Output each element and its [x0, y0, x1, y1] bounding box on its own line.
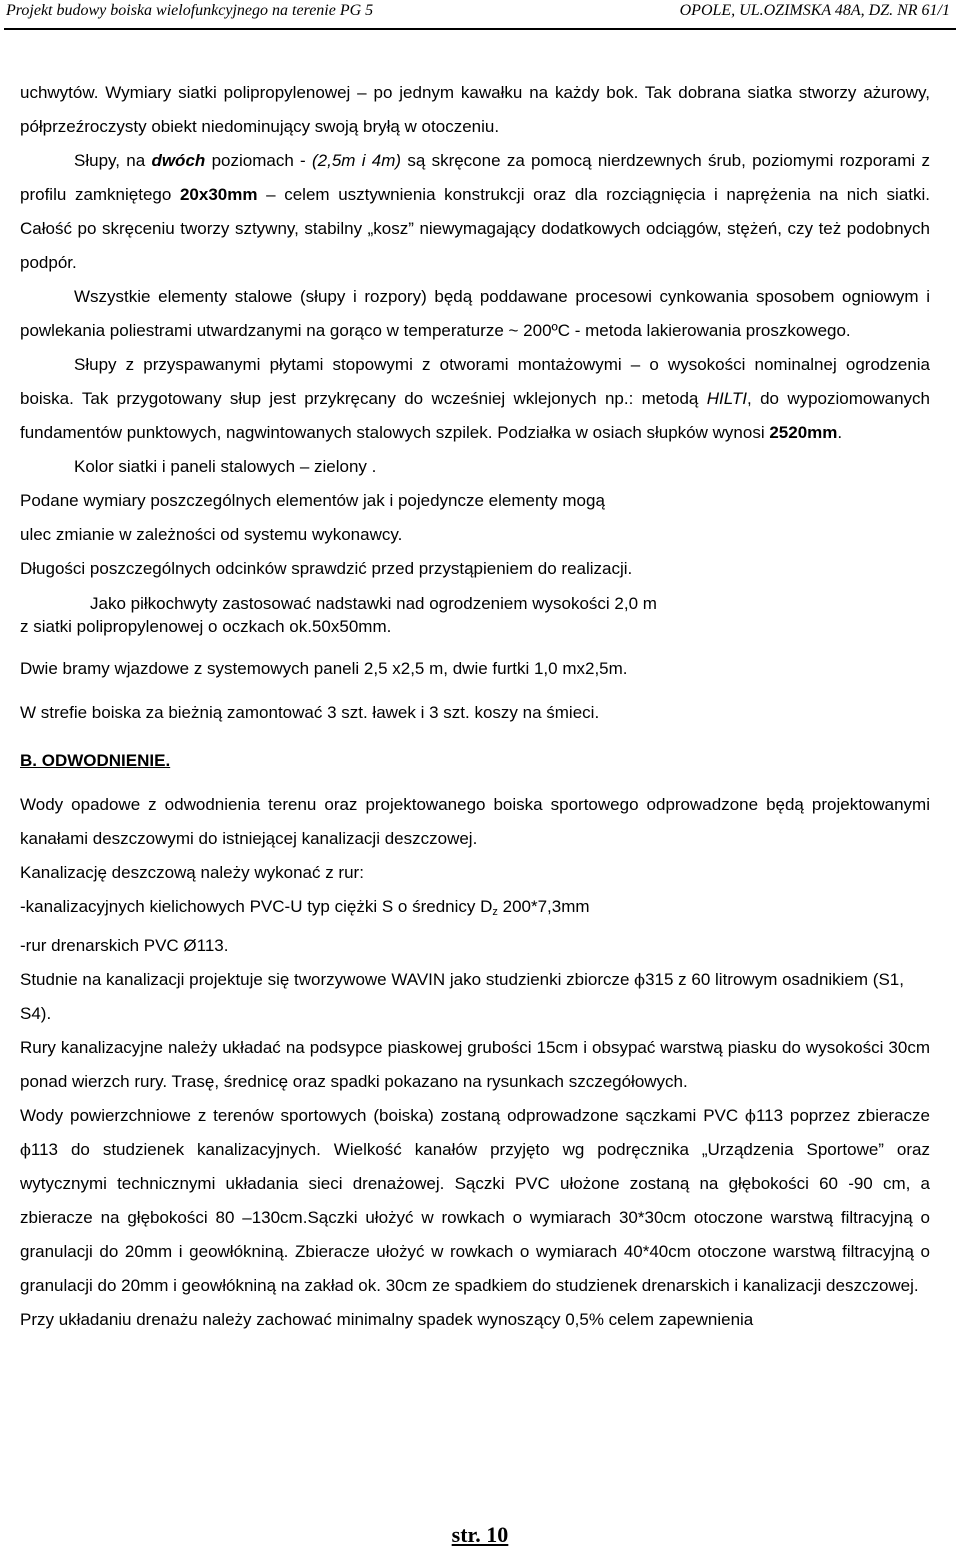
paragraph-rainwater — [20, 788, 930, 856]
text-bold: 2520mm — [769, 423, 838, 442]
paragraph-galvanizing — [20, 280, 930, 348]
text-emphasis: dwóch — [151, 151, 206, 170]
header-address: OPOLE, UL.OZIMSKA 48A, DZ. NR 61/1 — [679, 2, 950, 19]
header-divider — [4, 28, 956, 30]
text: ulec zmianie w zależności od systemu wykonawcy. — [20, 525, 403, 544]
text: W strefie boiska za bieżnią zamontować 3 szt. ławek i 3 szt. koszy na śmieci. — [20, 703, 600, 722]
text: uchwytów. Wymiary siatki polipropylenowej – po jednym kawałku na każdy bok. Tak dobrana siatka stworzy ażurowy, półprzeźroczysty obiekt niedominujący swoją bryłą w otoczeniu. — [20, 83, 930, 136]
text-subscript: z — [492, 906, 498, 918]
paragraph-pipe-bedding — [20, 1031, 930, 1099]
paragraph-dimensions-note — [20, 484, 930, 518]
text: , do wypoziomowanych fundamentów punktowych, nagwintowanych stalowych szpilek. Podziałka w osiach słupków wynosi — [20, 389, 930, 442]
text: Słupy, na — [74, 151, 152, 170]
page-number — [0, 1522, 960, 1548]
text: poziomach - — [205, 151, 312, 170]
text-line — [20, 592, 930, 615]
text: -kanalizacyjnych kielichowych PVC-U typ ciężki S o średnicy D — [20, 897, 493, 916]
paragraph-lengths-note — [20, 552, 930, 586]
paragraph-slope — [20, 1303, 930, 1337]
text: 315 z 60 litrowym osadnikiem (S1, S4). — [20, 970, 904, 1023]
paragraph-wells — [20, 963, 930, 1031]
text: Podane wymiary poszczególnych elementów jak i pojedyncze elementy mogą — [20, 491, 605, 510]
paragraph-gates — [20, 652, 930, 686]
text-italic: (2,5m i 4m) — [312, 151, 402, 170]
text: 113 poprzez zbieracze — [755, 1106, 931, 1125]
text: Dwie bramy wjazdowe z systemowych paneli 2,5 x2,5 m, dwie furtki 1,0 mx2,5m. — [20, 659, 628, 678]
text: -rur drenarskich PVC Ø113. — [20, 936, 229, 955]
text: Studnie na kanalizacji projektuje się tworzywowe WAVIN jako studzienki zbiorcze — [20, 970, 635, 989]
text: Rury kanalizacyjne należy układać na podsypce piaskowej grubości 15cm i obsypać warstwą piasku do wysokości 30cm ponad wierzch rury. Trasę, średnicę oraz spadki pokazano na rysunkach szczegółowych. — [20, 1038, 930, 1091]
paragraph-surface-water — [20, 1099, 930, 1303]
paragraph-ball-catchers — [20, 592, 930, 638]
text: Jako piłkochwyty zastosować nadstawki nad ogrodzeniem wysokości 2,0 m — [90, 594, 657, 613]
text: Przy układaniu drenażu należy zachować minimalny spadek wynoszący 0,5% celem zapewnienia — [20, 1310, 754, 1329]
text: 200*7,3mm — [497, 897, 590, 916]
diameter-symbol: ϕ — [634, 970, 646, 989]
paragraph-pipes-intro — [20, 856, 930, 890]
text: Wszystkie elementy stalowe (słupy i rozpory) będą poddawane procesowi cynkowania sposobem ogniowym i powlekania poliestrami utwardzanymi na gorąco w temperaturze ~ 200ºC - metoda lakierowania proszkowego. — [20, 287, 930, 340]
diameter-symbol: ϕ — [20, 1140, 31, 1159]
text: Słupy z przyspawanymi płytami stopowymi z otworami montażowymi – o wysokości nominalnej ogrodzenia boiska. Tak przygotowany słup jest przykręcany do wcześniej wklejonych np.: metodą — [20, 355, 930, 408]
page-number-text: str. 10 — [451, 1522, 509, 1547]
paragraph-system-note — [20, 518, 930, 552]
paragraph-post-mounting — [20, 348, 930, 450]
text: z siatki polipropylenowej o oczkach ok.50x50mm. — [20, 617, 392, 636]
paragraph-benches — [20, 696, 930, 730]
text: Długości poszczególnych odcinków sprawdzić przed przystąpieniem do realizacji. — [20, 559, 633, 578]
diameter-symbol: ϕ — [745, 1106, 756, 1125]
section-heading-drainage — [20, 744, 930, 778]
paragraph-posts-levels — [20, 144, 930, 280]
text: 113 do studzienek kanalizacyjnych. Wielkość kanałów przyjęto wg podręcznika „Urządzenia Sportowe” oraz wytycznymi technicznymi układania sieci drenażowej. Sączki PVC ułożone zostaną na głębokości 60 -90 cm, a zbieracze na głębokości 80 –130cm.Sączki ułożyć w rowkach o wymiarach 30*30cm otoczone warstwą filtracyjną o granulacji do 20mm i geowłókniną. Zbieracze ułożyć w rowkach o wymiarach 40*40cm otoczone warstwą filtracyjną o granulacji do 20mm i geowłókniną na zakład ok. 30cm ze spadkiem do studzienek drenarskich i kanalizacji deszczowej. — [20, 1140, 930, 1295]
text: . — [837, 423, 843, 442]
header-project-title: Projekt budowy boiska wielofunkcyjnego na terenie PG 5 — [6, 2, 374, 19]
text-italic: HILTI — [706, 389, 748, 408]
text: Kanalizację deszczową należy wykonać z rur: — [20, 863, 364, 882]
text: Wody powierzchniowe z terenów sportowych (boiska) zostaną odprowadzone sączkami PVC — [20, 1106, 746, 1125]
paragraph-netting-dimensions — [20, 76, 930, 144]
text: – celem usztywnienia konstrukcji oraz dla rozciągnięcia i naprężenia na nich siatki. Całość po skręceniu tworzy sztywny, stabilny „kosz” niewymagający dodatkowych odciągów, stężeń, czy też podobnych podpór. — [20, 185, 930, 272]
paragraph-drain-pipes — [20, 929, 930, 963]
text: Kolor siatki i paneli stalowych – zielony . — [74, 457, 377, 476]
text-line — [20, 615, 930, 638]
document-body — [20, 76, 930, 1337]
text: B. ODWODNIENIE. — [20, 751, 171, 770]
paragraph-color — [20, 450, 930, 484]
text: Wody opadowe z odwodnienia terenu oraz projektowanego boiska sportowego odprowadzone będą projektowanymi kanałami deszczowymi do istniejącej kanalizacji deszczowej. — [20, 795, 930, 848]
page-header — [0, 0, 960, 44]
text: są skręcone za pomocą nierdzewnych śrub, poziomymi rozporami z profilu zamkniętego — [20, 151, 930, 204]
paragraph-pvc-pipes — [20, 890, 930, 929]
text-bold: 20x30mm — [179, 185, 258, 204]
